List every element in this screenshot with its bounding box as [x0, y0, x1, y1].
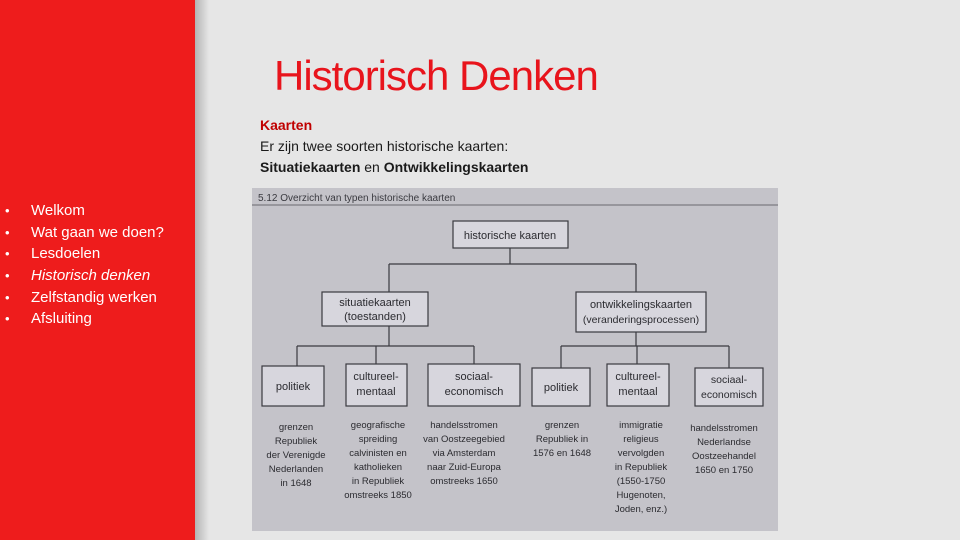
agenda-item-label: Wat gaan we doen?: [31, 223, 164, 241]
example-line: naar Zuid-Europa: [427, 462, 501, 473]
figure-caption: 5.12 Overzicht van typen historische kaarten: [258, 193, 456, 204]
leaf-sublabel: mentaal: [618, 386, 658, 398]
example-line: immigratie: [619, 420, 663, 431]
example-line: omstreeks 1650: [430, 476, 498, 487]
example-line: Nederlanden: [268, 464, 324, 475]
situatiekaarten-sublabel: (toestanden): [344, 311, 406, 323]
diagram-svg: [252, 188, 778, 531]
leaf-sublabel: economisch: [700, 389, 758, 401]
example-line: in 1648: [280, 478, 312, 489]
leaf-label: politiek: [543, 382, 579, 394]
diagram-photo: [252, 188, 778, 531]
example-line: (1550-1750: [616, 476, 666, 487]
intro-line: Er zijn twee soorten historische kaarten:: [260, 138, 509, 154]
leaf-sociaal-economisch-2: [695, 368, 763, 406]
example-line: calvinisten en: [349, 448, 407, 459]
example-line: 1576 en 1648: [532, 448, 592, 459]
leaf-sublabel: mentaal: [356, 386, 396, 398]
example-col-5: [615, 420, 668, 515]
example-line: 1650 en 1750: [694, 465, 754, 476]
leaf-label: sociaal-: [710, 374, 748, 386]
leaf-label: sociaal-: [455, 371, 493, 383]
example-col-6: [690, 423, 758, 476]
node-situatiekaarten: [322, 292, 428, 326]
bullet-icon: •: [5, 246, 10, 262]
example-line: grenzen: [278, 422, 314, 433]
ontwikkelingskaarten-sublabel: (veranderingsprocessen): [582, 314, 700, 326]
type-ontwikkelingskaarten: Ontwikkelingskaarten: [383, 159, 529, 175]
example-line: Joden, enz.): [614, 504, 668, 515]
example-col-1: [266, 422, 325, 489]
leaf-politiek-1: [262, 366, 324, 406]
bullet-icon: •: [5, 289, 10, 305]
agenda-item-label: Zelfstandig werken: [31, 288, 157, 306]
example-line: Republiek: [274, 436, 318, 447]
leaf-label: cultureel-: [353, 371, 399, 383]
leaf-label: politiek: [275, 381, 311, 393]
agenda-item-label: Lesdoelen: [31, 245, 101, 263]
leaf-label: cultureel-: [615, 371, 661, 383]
intro-text: [260, 115, 528, 178]
bullet-icon: •: [5, 203, 10, 218]
example-line: in Republiek: [351, 476, 405, 487]
example-line: van Oostzeegebied: [423, 434, 505, 445]
leaf-cultureel-mentaal-1: [346, 364, 407, 406]
agenda-item-historisch-denken[interactable]: [0, 265, 164, 287]
example-line: Nederlandse: [697, 437, 751, 448]
example-line: der Verenigde: [266, 450, 326, 461]
example-line: grenzen: [544, 420, 580, 431]
slide-title: Historisch Denken: [274, 52, 598, 99]
intro-types: [260, 157, 528, 178]
agenda-item-label: Welkom: [31, 202, 85, 219]
leaf-politiek-2: [532, 368, 590, 406]
agenda-item-zelfstandig-werken[interactable]: [0, 287, 164, 309]
example-line: katholieken: [353, 462, 403, 473]
example-line: Oostzeehandel: [692, 451, 756, 462]
bullet-icon: •: [5, 311, 10, 327]
example-line: Hugenoten,: [616, 490, 666, 501]
agenda-list: [0, 200, 164, 330]
example-line: via Amsterdam: [432, 448, 496, 459]
bullet-icon: •: [5, 224, 10, 240]
example-col-3: [423, 420, 505, 487]
intro-heading: Kaarten: [260, 117, 313, 133]
example-line: handelsstromen: [690, 423, 758, 434]
example-line: religieus: [623, 434, 659, 445]
leaf-sublabel: economisch: [444, 386, 504, 398]
example-line: geografische: [350, 420, 406, 431]
leaf-sociaal-economisch-1: [428, 364, 520, 406]
type-situatiekaarten: Situatiekaarten: [260, 159, 361, 175]
example-col-4: [533, 420, 591, 459]
example-line: handelsstromen: [430, 420, 498, 431]
agenda-item-label: Historisch denken: [31, 267, 151, 285]
example-line: omstreeks 1850: [344, 490, 412, 501]
agenda-item-afsluiting[interactable]: [0, 308, 164, 330]
ontwikkelingskaarten-label: ontwikkelingskaarten: [589, 299, 693, 311]
root-label: historische kaarten: [463, 230, 557, 242]
example-col-2: [344, 420, 412, 501]
example-line: spreiding: [358, 434, 398, 445]
agenda-item-label: Afsluiting: [31, 310, 92, 328]
example-line: vervolgden: [617, 448, 665, 459]
agenda-item-wat-gaan-we-doen[interactable]: [0, 222, 164, 244]
agenda-item-welkom[interactable]: [0, 200, 164, 222]
example-line: in Republiek: [614, 462, 668, 473]
sidebar-shadow: [195, 0, 209, 540]
type-conjunction: en: [360, 159, 384, 175]
leaf-cultureel-mentaal-2: [607, 364, 669, 406]
situatiekaarten-label: situatiekaarten: [339, 297, 411, 309]
node-ontwikkelingskaarten: [576, 292, 706, 332]
bullet-icon: •: [5, 268, 10, 284]
node-historische-kaarten: [453, 221, 568, 248]
agenda-item-lesdoelen[interactable]: [0, 243, 164, 265]
example-line: Republiek in: [535, 434, 589, 445]
